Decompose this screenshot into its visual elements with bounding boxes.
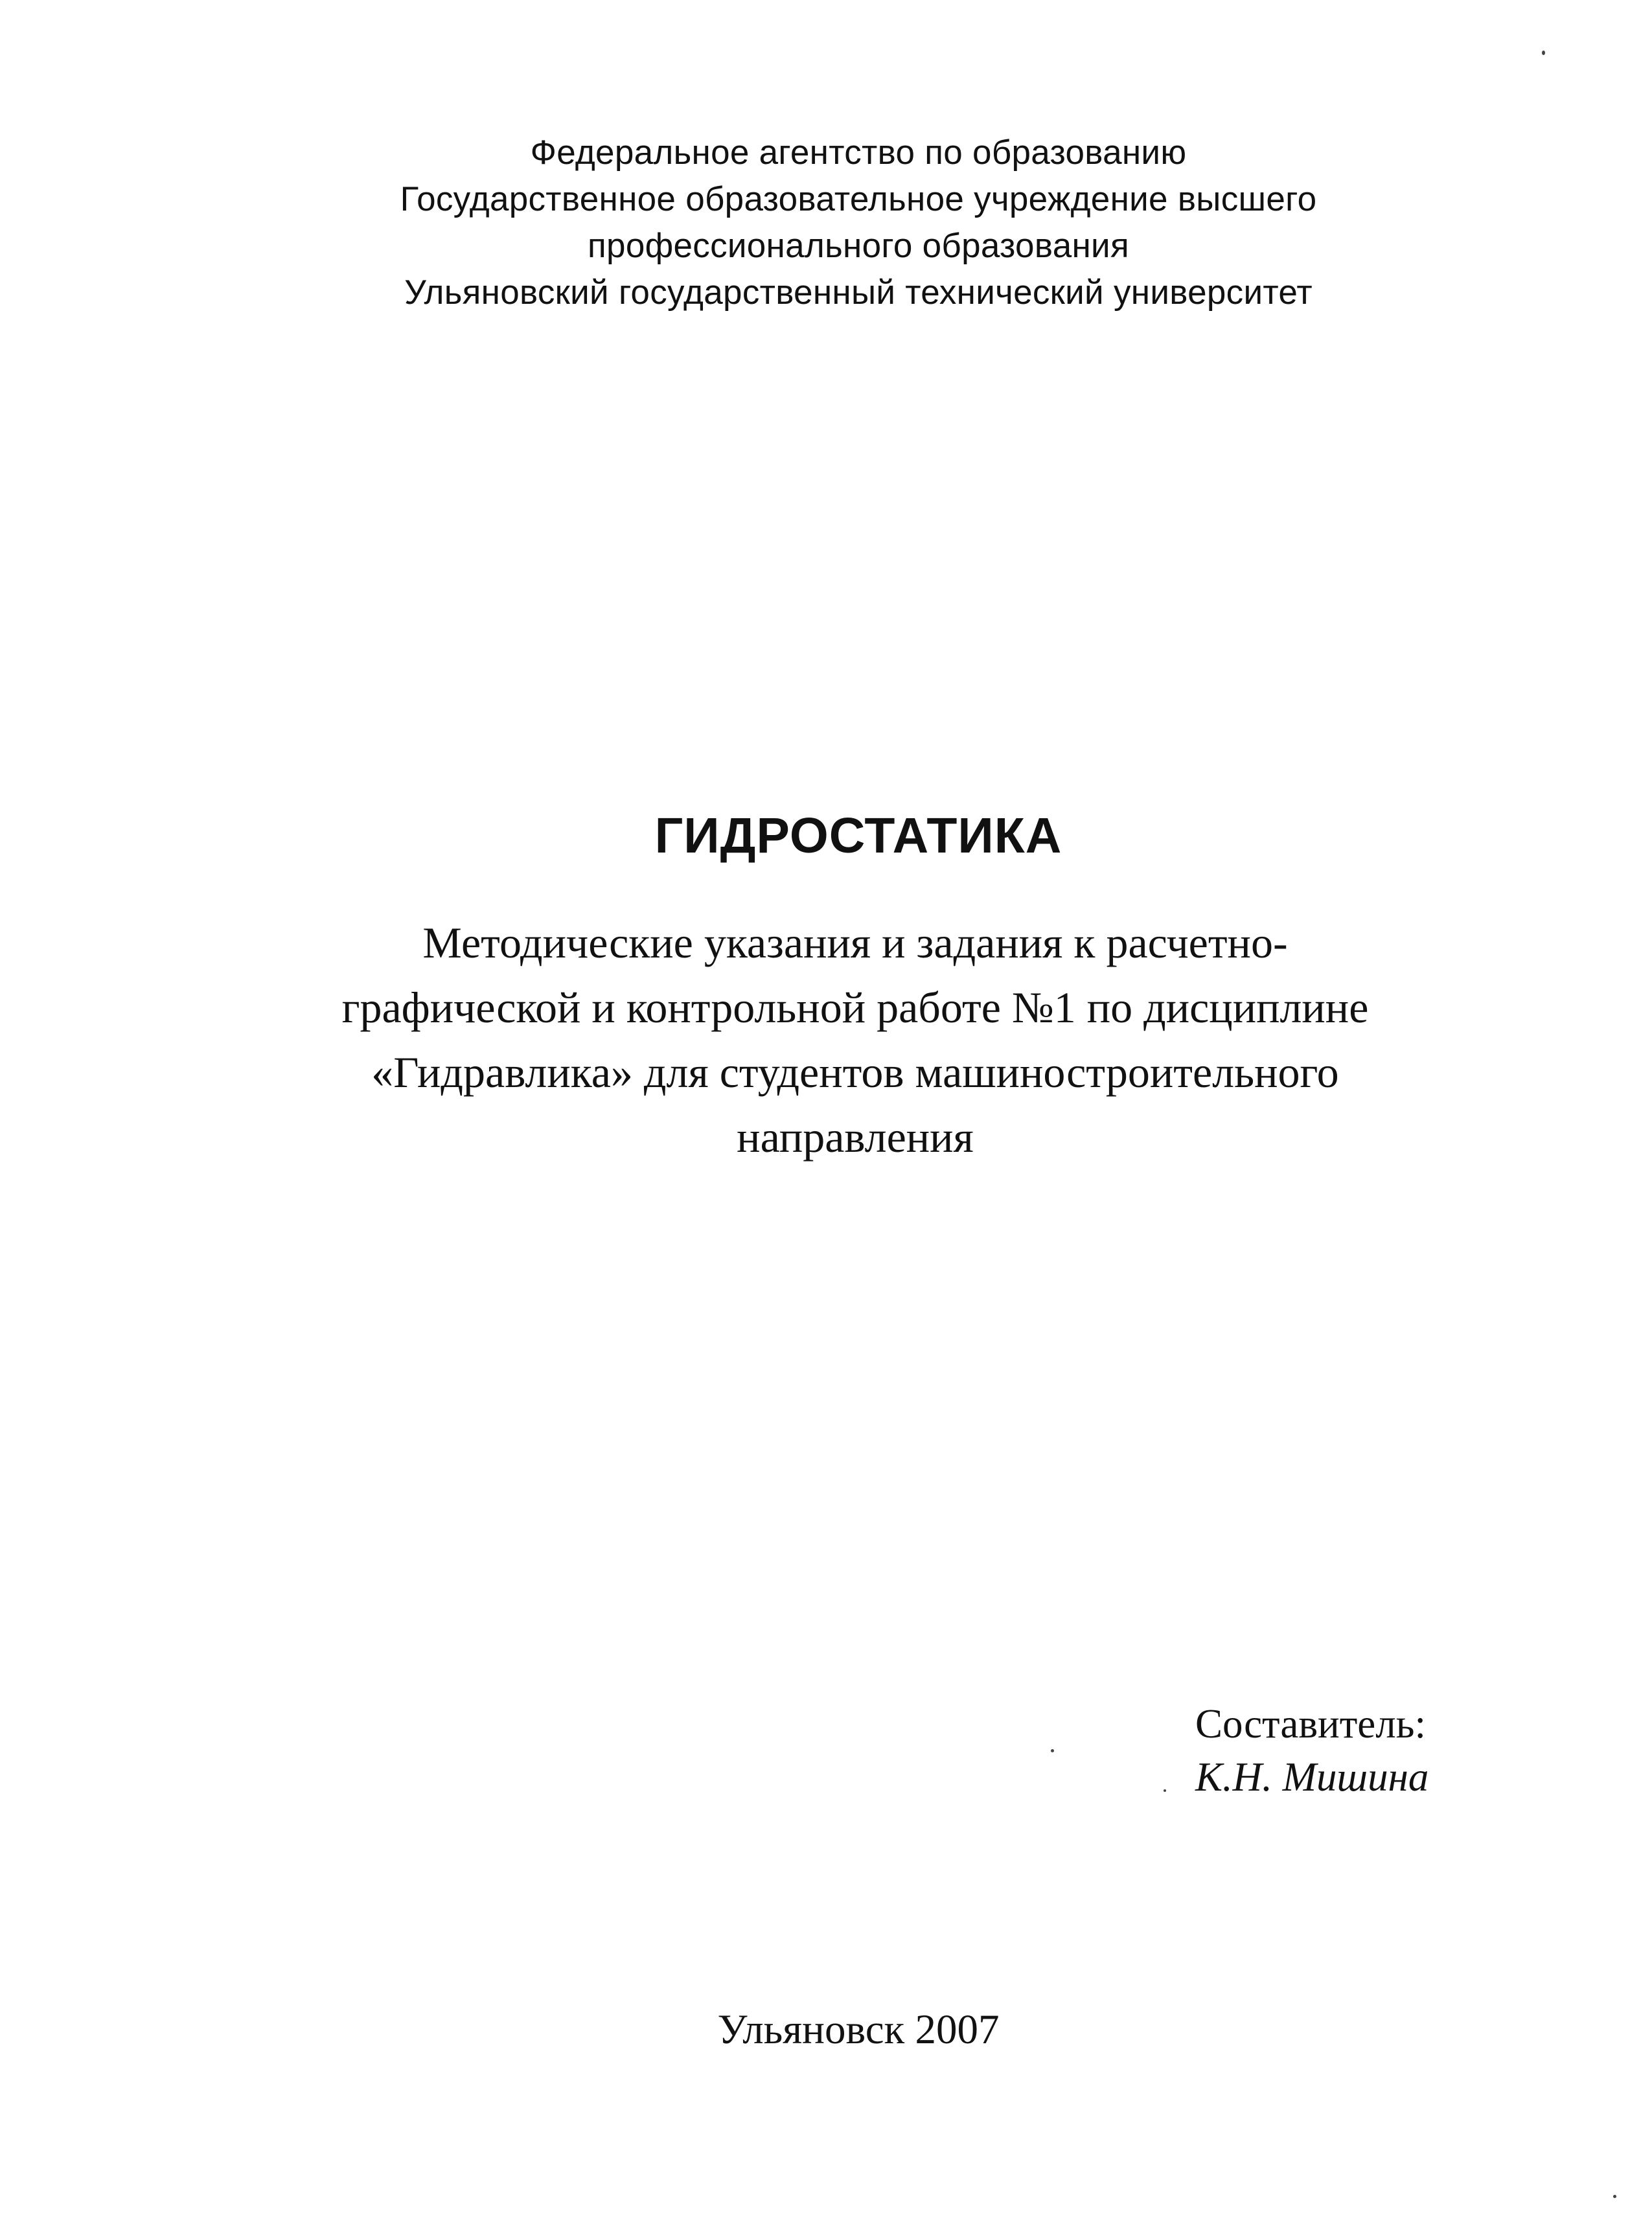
- institution-header: [0, 130, 1652, 316]
- compiler-name: К.Н. Мишина: [1195, 1754, 1429, 1800]
- document-subtitle: [246, 910, 1464, 1169]
- subtitle-line-2: графической и контрольной работе №1 по дисциплине: [341, 983, 1369, 1032]
- scan-speck: [1613, 2195, 1616, 2198]
- header-line-university: Ульяновский государственный технический университет: [404, 273, 1313, 312]
- header-line-education-level: профессионального образования: [588, 227, 1129, 265]
- scan-speck: [1542, 51, 1545, 55]
- compiler-block: [1195, 1697, 1428, 1804]
- compiler-label: Составитель:: [1195, 1701, 1426, 1747]
- city-year: Ульяновск 2007: [717, 2006, 1000, 2053]
- header-line-agency: Федеральное агентство по образованию: [530, 133, 1187, 172]
- document-title: ГИДРОСТАТИКА: [654, 808, 1062, 864]
- subtitle-line-1: Методические указания и задания к расчетно-: [422, 918, 1288, 967]
- scan-speck: [1164, 1789, 1166, 1792]
- subtitle-line-4: направления: [737, 1112, 974, 1162]
- scan-speck: [1051, 1749, 1054, 1752]
- header-line-institution-type: Государственное образовательное учреждение высшего: [400, 180, 1317, 218]
- subtitle-line-3: «Гидравлика» для студентов машиностроительного: [371, 1048, 1339, 1097]
